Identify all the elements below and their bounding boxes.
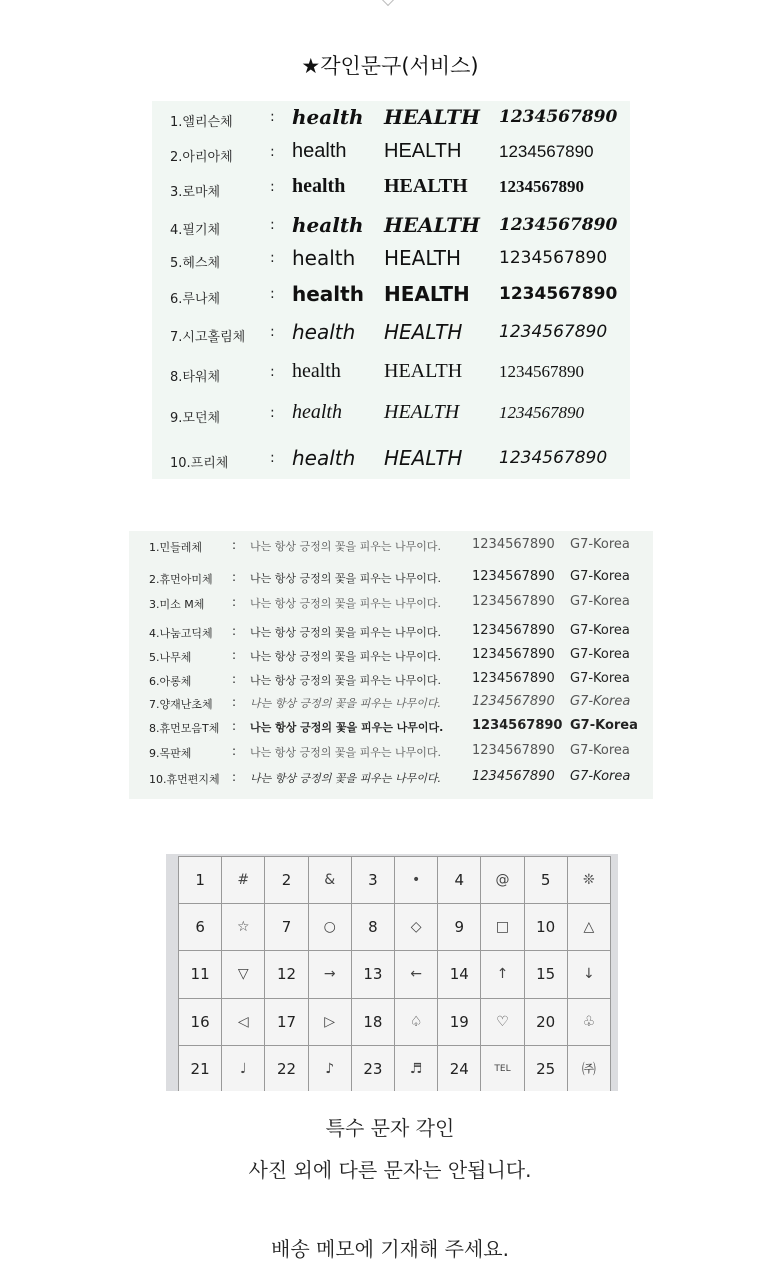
sample-digits: 1234567890 <box>472 623 555 638</box>
english-font-row <box>152 140 630 170</box>
sample-digits: 1234567890 <box>499 107 618 127</box>
note-memo: 배송 메모에 기재해 주세요. <box>271 1237 509 1261</box>
font-name: 2.휴먼아미체 <box>149 573 213 586</box>
sample-digits: 1234567890 <box>499 215 618 235</box>
sample-korea-text: G7-Korea <box>570 743 630 758</box>
symbol-number-cell: 22 <box>265 1046 308 1091</box>
korean-font-row <box>129 692 653 714</box>
english-font-row <box>152 105 630 135</box>
sample-digits: 1234567890 <box>472 647 555 662</box>
separator: : <box>232 570 237 584</box>
sample-lowercase: health <box>292 175 346 197</box>
font-name: 3.로마체 <box>170 185 221 200</box>
sample-korea-text: G7-Korea <box>570 537 630 552</box>
sample-uppercase: HEALTH <box>384 401 460 423</box>
sample-digits: 1234567890 <box>472 594 555 609</box>
sample-lowercase: health <box>292 320 356 344</box>
symbol-number-cell: 19 <box>438 999 481 1046</box>
symbol-glyph-cell: ♧ <box>568 999 611 1046</box>
symbol-number-cell: 23 <box>352 1046 395 1091</box>
sample-korea-text: G7-Korea <box>570 671 630 686</box>
symbol-number-cell: 1 <box>179 857 222 904</box>
korean-font-row <box>129 741 653 763</box>
sample-uppercase: HEALTH <box>384 246 462 270</box>
english-font-row <box>152 320 630 350</box>
separator: : <box>270 364 275 380</box>
symbol-number-cell: 25 <box>525 1046 568 1091</box>
english-font-row <box>152 213 630 243</box>
separator: : <box>270 250 275 266</box>
symbol-glyph-cell: ❊ <box>568 857 611 904</box>
separator: : <box>232 770 237 784</box>
separator: : <box>232 672 237 686</box>
sample-uppercase: HEALTH <box>384 360 463 382</box>
sample-digits: 1234567890 <box>499 284 618 304</box>
symbol-number-cell: 9 <box>438 904 481 951</box>
symbol-number-cell: 11 <box>179 951 222 998</box>
symbol-grid <box>178 856 611 1091</box>
symbol-number-cell: 7 <box>265 904 308 951</box>
separator: : <box>270 144 275 160</box>
english-font-row <box>152 175 630 205</box>
separator: : <box>232 648 237 662</box>
sample-digits: 1234567890 <box>499 248 608 268</box>
separator: : <box>232 719 237 733</box>
korean-font-row <box>129 535 653 557</box>
symbol-number-cell: 18 <box>352 999 395 1046</box>
korean-font-sample-panel <box>129 531 653 799</box>
sample-phrase: 나는 항상 긍정의 꽃을 피우는 나무이다. <box>250 572 441 585</box>
english-font-row <box>152 446 630 476</box>
symbol-number-cell: 20 <box>525 999 568 1046</box>
separator: : <box>270 450 275 466</box>
symbol-glyph-cell: ▽ <box>222 951 265 998</box>
symbol-glyph-cell: ◁ <box>222 999 265 1046</box>
symbol-number-cell: 24 <box>438 1046 481 1091</box>
note-restriction: 사진 외에 다른 문자는 안됩니다. <box>248 1158 532 1182</box>
symbol-glyph-cell: ♡ <box>481 999 524 1046</box>
sample-uppercase: HEALTH <box>384 175 468 197</box>
font-name: 8.휴먼모음T체 <box>149 722 220 735</box>
font-name: 8.타워체 <box>170 370 221 385</box>
sample-korea-text: G7-Korea <box>570 569 630 584</box>
symbol-glyph-cell: △ <box>568 904 611 951</box>
sample-uppercase: HEALTH <box>384 213 480 237</box>
symbol-number-cell: 2 <box>265 857 308 904</box>
sample-korea-text: G7-Korea <box>570 694 631 709</box>
korean-font-row <box>129 567 653 589</box>
symbol-glyph-cell: & <box>309 857 352 904</box>
korean-font-row <box>129 645 653 667</box>
symbol-glyph-cell: ♬ <box>395 1046 438 1091</box>
page-title: ★각인문구(서비스) <box>301 54 479 78</box>
separator: : <box>232 624 237 638</box>
font-name: 9.목판체 <box>149 747 192 760</box>
symbol-glyph-cell: ▷ <box>309 999 352 1046</box>
separator: : <box>232 744 237 758</box>
chevron-down-icon <box>381 0 395 6</box>
sample-uppercase: HEALTH <box>384 282 470 306</box>
font-name: 4.필기체 <box>170 223 221 238</box>
sample-korea-text: G7-Korea <box>570 769 631 784</box>
english-font-row <box>152 282 630 312</box>
symbol-glyph-cell: ♪ <box>309 1046 352 1091</box>
symbol-glyph-cell: ◇ <box>395 904 438 951</box>
sample-uppercase: HEALTH <box>384 446 463 470</box>
sample-korea-text: G7-Korea <box>570 594 630 609</box>
symbol-number-cell: 5 <box>525 857 568 904</box>
sample-digits: 1234567890 <box>472 694 555 709</box>
sample-phrase: 나는 항상 긍정의 꽃을 피우는 나무이다. <box>250 626 441 639</box>
sample-digits: 1234567890 <box>472 769 555 784</box>
sample-phrase: 나는 항상 긍정의 꽃을 피우는 나무이다. <box>250 597 441 610</box>
font-name: 5.나무체 <box>149 651 192 664</box>
symbol-number-cell: 3 <box>352 857 395 904</box>
sample-uppercase: HEALTH <box>384 320 463 344</box>
separator: : <box>232 595 237 609</box>
font-name: 6.아롱체 <box>149 675 192 688</box>
symbol-glyph-cell: ♤ <box>395 999 438 1046</box>
korean-font-row <box>129 669 653 691</box>
sample-phrase: 나는 항상 긍정의 꽃을 피우는 나무이다. <box>250 772 441 785</box>
symbol-number-cell: 16 <box>179 999 222 1046</box>
sample-lowercase: health <box>292 246 356 270</box>
sample-digits: 1234567890 <box>499 403 584 422</box>
sample-digits: 1234567890 <box>472 537 555 552</box>
sample-phrase: 나는 항상 긍정의 꽃을 피우는 나무이다. <box>250 697 441 710</box>
separator: : <box>270 217 275 233</box>
symbol-glyph-cell: @ <box>481 857 524 904</box>
separator: : <box>232 538 237 552</box>
sample-lowercase: health <box>292 282 364 306</box>
separator: : <box>270 324 275 340</box>
symbol-glyph-cell: # <box>222 857 265 904</box>
separator: : <box>232 695 237 709</box>
font-name: 2.아리아체 <box>170 150 233 165</box>
symbol-glyph-cell: • <box>395 857 438 904</box>
symbol-glyph-cell: TEL <box>481 1046 524 1091</box>
font-name: 9.모던체 <box>170 411 221 426</box>
korean-font-row <box>129 716 653 738</box>
symbol-number-cell: 15 <box>525 951 568 998</box>
sample-digits: 1234567890 <box>472 718 563 733</box>
english-font-sample-panel <box>152 101 630 479</box>
sample-phrase: 나는 항상 긍정의 꽃을 피우는 나무이다. <box>250 746 441 759</box>
sample-phrase: 나는 항상 긍정의 꽃을 피우는 나무이다. <box>250 674 441 687</box>
sample-lowercase: health <box>292 213 364 237</box>
sample-digits: 1234567890 <box>472 569 555 584</box>
separator: : <box>270 109 275 125</box>
separator: : <box>270 286 275 302</box>
symbol-number-cell: 6 <box>179 904 222 951</box>
symbol-glyph-cell: ○ <box>309 904 352 951</box>
sample-digits: 1234567890 <box>499 322 608 342</box>
symbol-number-cell: 14 <box>438 951 481 998</box>
note-special-char: 특수 문자 각인 <box>325 1116 455 1140</box>
separator: : <box>270 405 275 421</box>
symbol-glyph-cell: ☆ <box>222 904 265 951</box>
korean-font-row <box>129 592 653 614</box>
sample-digits: 1234567890 <box>472 671 555 686</box>
symbol-number-cell: 10 <box>525 904 568 951</box>
sample-digits: 1234567890 <box>499 177 584 196</box>
symbol-glyph-cell: ♩ <box>222 1046 265 1091</box>
sample-lowercase: health <box>292 140 347 162</box>
sample-digits: 1234567890 <box>472 743 555 758</box>
symbol-number-cell: 21 <box>179 1046 222 1091</box>
font-name: 1.앨리슨체 <box>170 115 233 130</box>
sample-digits: 1234567890 <box>499 142 594 161</box>
symbol-number-cell: 13 <box>352 951 395 998</box>
sample-uppercase: HEALTH <box>384 140 462 162</box>
separator: : <box>270 179 275 195</box>
sample-digits: 1234567890 <box>499 362 584 381</box>
english-font-row <box>152 360 630 390</box>
korean-font-row <box>129 621 653 643</box>
sample-lowercase: health <box>292 401 342 423</box>
sample-lowercase: health <box>292 360 341 382</box>
font-name: 6.루나체 <box>170 292 221 307</box>
symbol-number-cell: 12 <box>265 951 308 998</box>
sample-phrase: 나는 항상 긍정의 꽃을 피우는 나무이다. <box>250 650 441 663</box>
sample-phrase: 나는 항상 긍정의 꽃을 피우는 나무이다. <box>250 721 444 734</box>
symbol-number-cell: 17 <box>265 999 308 1046</box>
sample-korea-text: G7-Korea <box>570 647 630 662</box>
symbol-glyph-cell: → <box>309 951 352 998</box>
sample-lowercase: health <box>292 105 364 129</box>
special-symbol-sheet <box>166 854 618 1091</box>
symbol-glyph-cell: □ <box>481 904 524 951</box>
symbol-number-cell: 8 <box>352 904 395 951</box>
symbol-glyph-cell: ↑ <box>481 951 524 998</box>
font-name: 7.시고홀림체 <box>170 330 246 345</box>
font-name: 1.민들레체 <box>149 541 202 554</box>
font-name: 10.프리체 <box>170 456 229 471</box>
symbol-glyph-cell: ㈜ <box>568 1046 611 1091</box>
font-name: 4.나눔고딕체 <box>149 627 213 640</box>
font-name: 7.양재난초체 <box>149 698 213 711</box>
sample-lowercase: health <box>292 446 356 470</box>
english-font-row <box>152 246 630 276</box>
symbol-number-cell: 4 <box>438 857 481 904</box>
font-name: 3.미소 M체 <box>149 598 205 611</box>
sample-uppercase: HEALTH <box>384 105 480 129</box>
symbol-glyph-cell: ← <box>395 951 438 998</box>
font-name: 10.휴먼편지체 <box>149 773 220 786</box>
font-name: 5.헤스체 <box>170 256 221 271</box>
sample-phrase: 나는 항상 긍정의 꽃을 피우는 나무이다. <box>250 540 441 553</box>
sample-korea-text: G7-Korea <box>570 718 638 733</box>
sample-korea-text: G7-Korea <box>570 623 630 638</box>
symbol-glyph-cell: ↓ <box>568 951 611 998</box>
english-font-row <box>152 401 630 431</box>
sample-digits: 1234567890 <box>499 448 608 468</box>
korean-font-row <box>129 767 653 789</box>
